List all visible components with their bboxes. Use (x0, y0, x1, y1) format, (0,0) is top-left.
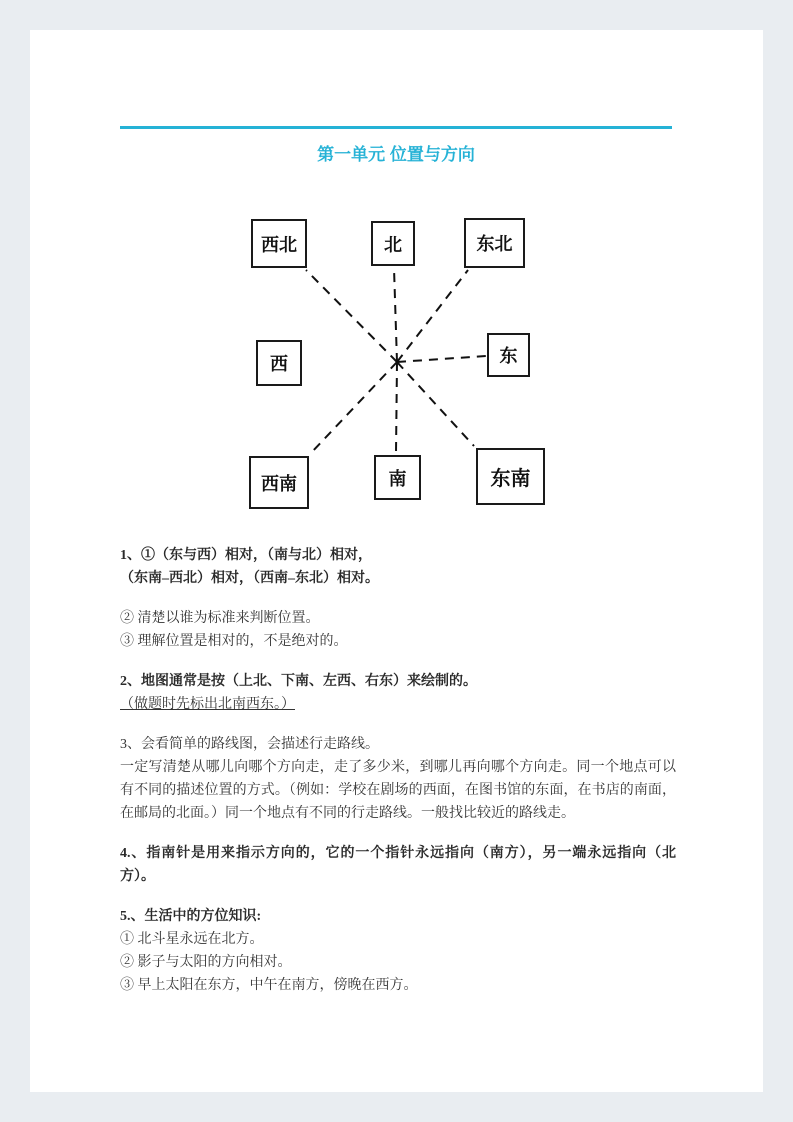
note-1-line-2: （东南–西北）相对，（西南–东北）相对。 (120, 571, 379, 586)
direction-label-southeast: 东南 (490, 468, 531, 490)
ray-north-line (394, 268, 397, 362)
ray-east-line (397, 356, 486, 362)
document-page (30, 30, 763, 1092)
direction-box-east (487, 333, 530, 377)
ray-northeast-line (397, 270, 468, 362)
direction-label-north: 北 (384, 234, 402, 255)
direction-box-northeast (464, 218, 525, 268)
direction-box-north (371, 221, 415, 266)
ray-south-line (396, 362, 397, 453)
note-4: 4.、指南针是用来指示方向的，它的一个指针永远指向（南方），另一端永远指向（北方）。 (120, 846, 676, 884)
direction-label-northeast: 东北 (476, 234, 513, 254)
direction-box-northwest (251, 219, 307, 268)
note-5-item-1: ① 北斗星永远在北方。 (120, 932, 264, 947)
note-5-heading: 5.、生活中的方位知识: (120, 909, 262, 924)
compass-diagram (120, 210, 672, 525)
direction-box-southwest (249, 456, 309, 509)
page-title: 第一单元 位置与方向 (317, 145, 475, 164)
direction-label-southwest: 西南 (261, 473, 297, 494)
notes-section (120, 544, 676, 997)
direction-box-west (256, 340, 302, 386)
direction-label-west: 西 (270, 354, 288, 374)
direction-label-south: 南 (388, 468, 407, 489)
note-2-tip: （做题时先标出北南西东。） (120, 697, 295, 712)
direction-label-east: 东 (499, 346, 518, 366)
note-3: 3、会看简单的路线图，会描述行走路线。 (120, 737, 379, 752)
note-5-item-3: ③ 早上太阳在东方，中午在南方，傍晚在西方。 (120, 978, 418, 993)
note-2: 2、地图通常是按（上北、下南、左西、右东）来绘制的。 (120, 674, 477, 689)
note-1-point-3: ③ 理解位置是相对的，不是绝对的。 (120, 634, 348, 649)
direction-box-south (374, 455, 421, 500)
ray-southwest-line (310, 362, 397, 454)
note-1-point-2: ② 清楚以谁为标准来判断位置。 (120, 611, 320, 626)
note-1-line-1: 1、①（东与西）相对，（南与北）相对， (120, 548, 372, 563)
note-5-item-2: ② 影子与太阳的方向相对。 (120, 955, 292, 970)
direction-box-southeast (476, 448, 545, 505)
ray-southeast-line (397, 362, 474, 446)
note-3-detail: 一定写清楚从哪儿向哪个方向走，走了多少米，到哪儿再向哪个方向走。同一个地点可以有不同的描述位置的方式。（例如：学校在剧场的西面，在图书馆的东面，在书店的南面，在邮局的北面。）同一个地点有不同的行走路线。一般找比较近的路线走。 (120, 760, 676, 821)
header-divider-rule (120, 126, 672, 129)
direction-label-northwest: 西北 (261, 234, 297, 255)
ray-northwest-line (306, 270, 397, 362)
